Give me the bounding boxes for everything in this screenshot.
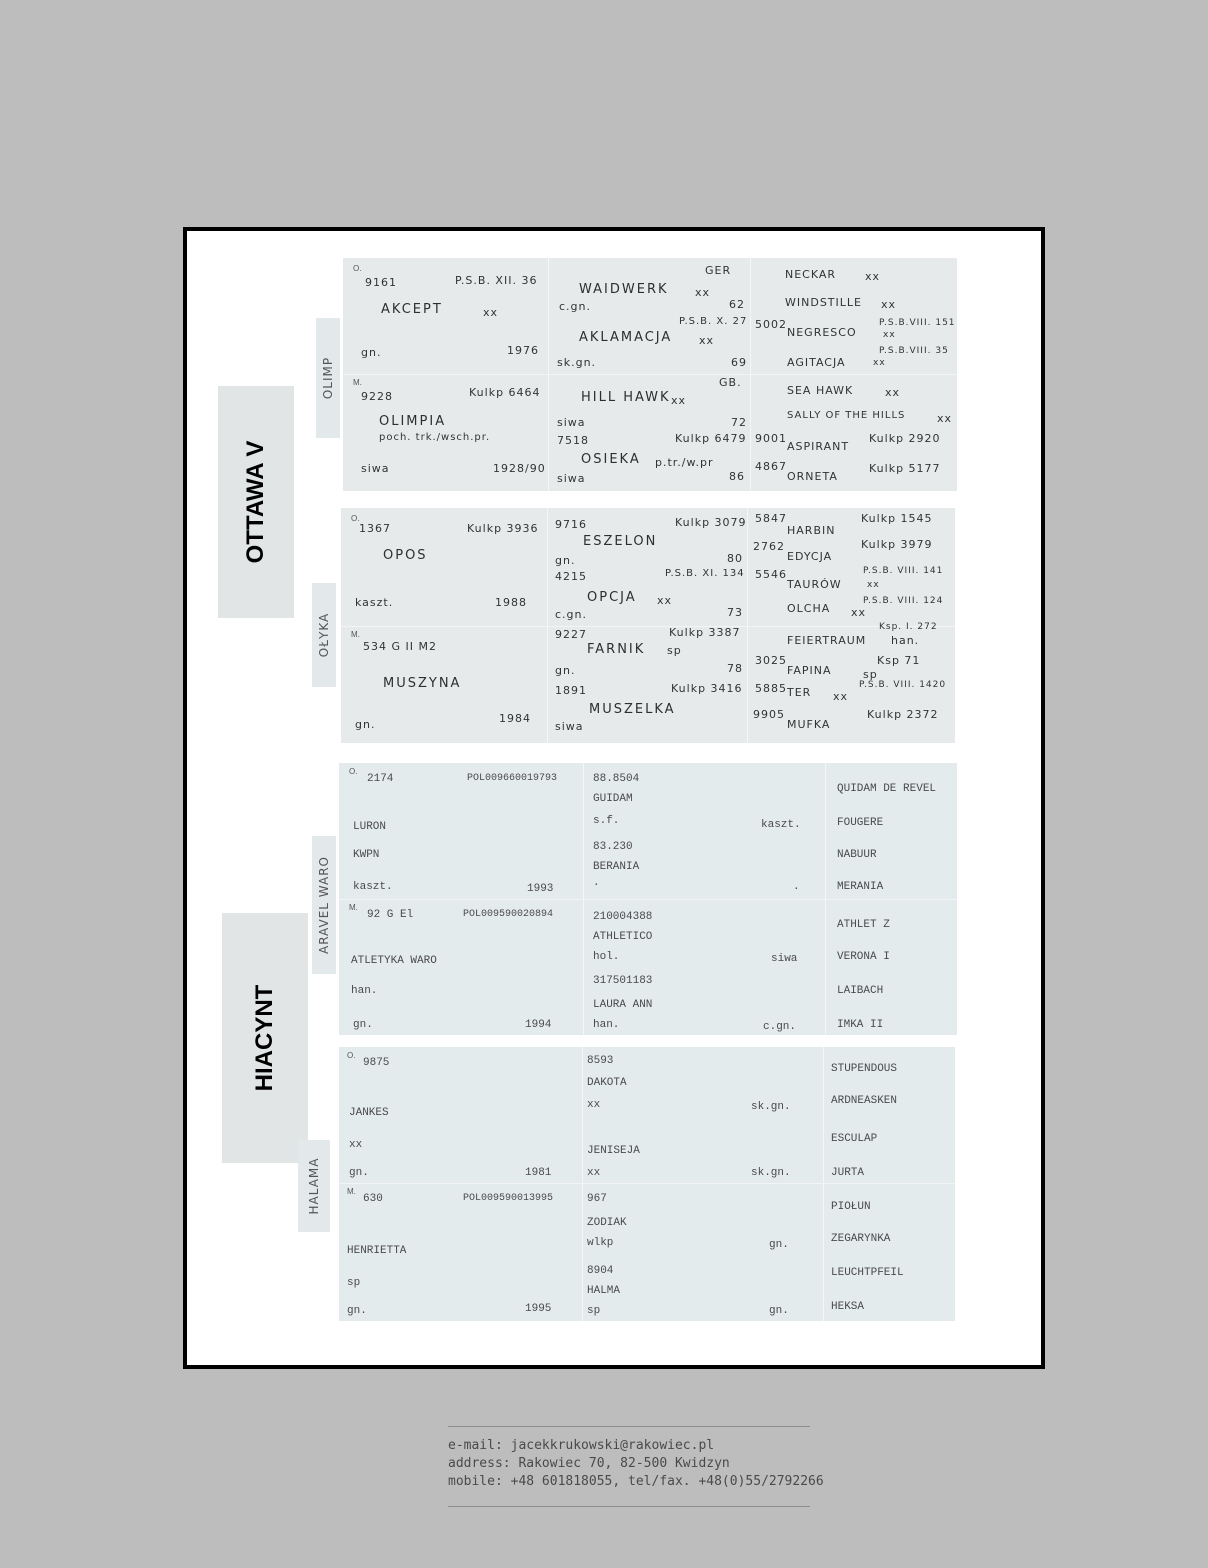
sire-name: AKCEPT <box>381 302 443 317</box>
pedigree-card-halama <box>339 1047 955 1321</box>
great-name: IMKA II <box>837 1019 884 1031</box>
great-ref: Kulkp 2372 <box>867 708 939 721</box>
great-name: AGITACJA <box>787 356 846 369</box>
sex-m: M. <box>351 630 360 639</box>
grand-name: HILL HAWK <box>581 390 671 405</box>
grand-num: 62 <box>729 298 745 311</box>
great-name: SEA HAWK <box>787 384 854 397</box>
grand-breed: sp <box>587 1305 601 1317</box>
grand-color: sk.gn. <box>751 1167 791 1179</box>
grand-top: GB. <box>719 376 742 389</box>
sire-color: gn. <box>349 1167 369 1179</box>
grand-num: 8593 <box>587 1055 614 1067</box>
grand-color: gn. <box>769 1239 789 1251</box>
sex-o: O. <box>347 1051 356 1060</box>
great-mark: han. <box>891 634 920 647</box>
great-name: STUPENDOUS <box>831 1063 898 1075</box>
great-ref: Ksp 71 <box>877 654 921 667</box>
grand-name: HALMA <box>587 1285 621 1297</box>
dam-year: 1984 <box>499 712 531 725</box>
great-name: FAPINA <box>787 664 832 677</box>
sire-number: 2174 <box>367 773 394 785</box>
great-num: 2762 <box>753 540 785 553</box>
great-name: TER <box>787 686 812 699</box>
great-mark: xx <box>851 606 867 619</box>
dam-id: POL009590013995 <box>463 1193 554 1204</box>
pedigree-card-olimp <box>343 258 957 491</box>
dam-color: gn. <box>353 1019 373 1031</box>
grand-name: LAURA ANN <box>593 999 653 1011</box>
grand-color: c.gn. <box>763 1021 797 1033</box>
dam-year: 1995 <box>525 1303 552 1315</box>
dam-year: 1928/90 <box>493 462 546 475</box>
sex-m: M. <box>349 903 358 912</box>
grand-name: ESZELON <box>583 534 658 549</box>
dam-number: 534 G II M2 <box>363 640 437 653</box>
great-name: EDYCJA <box>787 550 833 563</box>
great-mark: xx <box>867 580 880 590</box>
grand-num2: 9716 <box>555 518 587 531</box>
grand-color: gn. <box>555 554 576 567</box>
grand-color: gn. <box>769 1305 789 1317</box>
grand-top: P.S.B. XI. 134 <box>665 568 745 579</box>
great-name: LEUCHTPFEIL <box>831 1267 904 1279</box>
grand-top: GER <box>705 264 732 277</box>
great-mark: xx <box>865 270 881 283</box>
grand-breed: s.f. <box>593 815 620 827</box>
great-ref: Kulkp 2920 <box>869 432 941 445</box>
sire-name: JANKES <box>349 1107 389 1119</box>
contact-phone: mobile: +48 601818055, tel/fax. +48(0)55/2792266 <box>448 1474 824 1489</box>
great-ref: P.S.B. VIII. 1420 <box>859 680 947 690</box>
sire-breed: xx <box>349 1139 363 1151</box>
great-ref: P.S.B. VIII. 141 <box>863 566 944 576</box>
grand-color: siwa <box>555 720 584 733</box>
great-ref: Kulkp 1545 <box>861 512 933 525</box>
stallion-tab-ottawa <box>218 386 294 618</box>
great-name: ORNETA <box>787 470 838 483</box>
contact-divider-bottom <box>448 1506 810 1507</box>
great-num: 9905 <box>753 708 785 721</box>
dam-color: siwa <box>361 462 390 475</box>
great-name: WINDSTILLE <box>785 296 862 309</box>
dam-number: 630 <box>363 1193 383 1205</box>
grand-name: MUSZELKA <box>589 702 676 717</box>
grand-num: 88.8504 <box>593 773 640 785</box>
grand-num: 69 <box>731 356 747 369</box>
great-num: 5546 <box>755 568 787 581</box>
grand-name: ZODIAK <box>587 1217 627 1229</box>
contact-divider-top <box>448 1426 810 1427</box>
great-name: MUFKA <box>787 718 831 731</box>
grand-name: BERANIA <box>593 861 640 873</box>
sire-year: 1981 <box>525 1167 552 1179</box>
side-label-halama: HALAMA <box>298 1140 330 1232</box>
dam-ref: Kulkp 6464 <box>469 386 541 399</box>
grand-top: Kulkp 6479 <box>675 432 747 445</box>
dam-color: gn. <box>347 1305 367 1317</box>
great-name: ZEGARYNKA <box>831 1233 891 1245</box>
dam-name: HENRIETTA <box>347 1245 407 1257</box>
grand-color: c.gn. <box>559 300 591 313</box>
great-num: 5002 <box>755 318 787 331</box>
grand-top: Kulkp 3079 <box>675 516 747 529</box>
grand-color: gn. <box>555 664 576 677</box>
grand-num: 73 <box>727 606 743 619</box>
grand-mark: xx <box>695 286 711 299</box>
pedigree-card-aravel-waro <box>339 763 957 1035</box>
sire-id: POL009660019793 <box>467 773 558 784</box>
grand-num: 8904 <box>587 1265 614 1277</box>
grand-name: OSIEKA <box>581 452 641 467</box>
grand-color: kaszt. <box>761 819 801 831</box>
dam-number: 9228 <box>361 390 393 403</box>
pedigree-frame <box>183 227 1045 1369</box>
great-num: 5847 <box>755 512 787 525</box>
grand-color: siwa <box>557 472 586 485</box>
grand-breed: . <box>593 877 600 889</box>
sex-m: M. <box>347 1187 356 1196</box>
grand-mark: xx <box>671 394 687 407</box>
great-name: OLCHA <box>787 602 831 615</box>
great-ref: P.S.B. VIII. 124 <box>863 596 944 606</box>
great-mark: xx <box>873 358 886 368</box>
grand-color: siwa <box>557 416 586 429</box>
grand-mark: sp <box>667 644 682 657</box>
sire-year: 1988 <box>495 596 527 609</box>
grand-num: 83.230 <box>593 841 633 853</box>
dam-name: OLIMPIA <box>379 414 447 429</box>
sire-number: 9161 <box>365 276 397 289</box>
sire-ref: P.S.B. XII. 36 <box>455 274 538 287</box>
grand-breed: xx <box>587 1099 601 1111</box>
dam-breed: han. <box>351 985 378 997</box>
great-name: JURTA <box>831 1167 865 1179</box>
great-name: MERANIA <box>837 881 884 893</box>
grand-top: Kulkp 3416 <box>671 682 743 695</box>
grand-breed: wlkp <box>587 1237 614 1249</box>
great-mark: xx <box>833 690 849 703</box>
grand-breed: xx <box>587 1167 601 1179</box>
sire-mark: xx <box>483 306 499 319</box>
great-mark: xx <box>937 412 953 425</box>
grand-mark: xx <box>657 594 673 607</box>
stallion-name: OTTAWA V <box>242 440 269 564</box>
great-name: NABUUR <box>837 849 877 861</box>
grand-color: . <box>793 881 800 893</box>
grand-top: P.S.B. X. 27 <box>679 316 748 327</box>
grand-top: Kulkp 3387 <box>669 626 741 639</box>
sire-year: 1993 <box>527 883 554 895</box>
grand-num: 86 <box>729 470 745 483</box>
grand-num2: 1891 <box>555 684 587 697</box>
great-ref: Kulkp 3979 <box>861 538 933 551</box>
stallion-tab-hiacynt <box>222 913 308 1163</box>
grand-num: 210004388 <box>593 911 653 923</box>
great-ref: Kulkp 5177 <box>869 462 941 475</box>
grand-num2: 9227 <box>555 628 587 641</box>
sire-color: kaszt. <box>355 596 394 609</box>
grand-mark: p.tr./w.pr <box>655 456 714 469</box>
sex-o: O. <box>349 767 358 776</box>
sire-ref: Kulkp 3936 <box>467 522 539 535</box>
great-name: LAIBACH <box>837 985 884 997</box>
grand-name: GUIDAM <box>593 793 633 805</box>
grand-mark: xx <box>699 334 715 347</box>
sire-breed: KWPN <box>353 849 380 861</box>
grand-name: WAIDWERK <box>579 282 669 297</box>
great-num: 4867 <box>755 460 787 473</box>
great-num: 3025 <box>755 654 787 667</box>
great-name: PIOŁUN <box>831 1201 871 1213</box>
grand-color: c.gn. <box>555 608 587 621</box>
grand-num2: 4215 <box>555 570 587 583</box>
sire-color: kaszt. <box>353 881 393 893</box>
great-name: ARDNEASKEN <box>831 1095 898 1107</box>
grand-num: 80 <box>727 552 743 565</box>
pedigree-card-olyka <box>341 508 955 743</box>
great-mark: xx <box>881 298 897 311</box>
grand-num: 72 <box>731 416 747 429</box>
sire-color: gn. <box>361 346 382 359</box>
grand-name: OPCJA <box>587 590 637 605</box>
stallion-name: HIACYNT <box>251 984 278 1092</box>
grand-num: 78 <box>727 662 743 675</box>
grand-color: sk.gn. <box>751 1101 791 1113</box>
sire-name: LURON <box>353 821 387 833</box>
great-num: 9001 <box>755 432 787 445</box>
great-mark: sp <box>863 668 878 681</box>
side-label-olyka: OŁYKA <box>312 583 336 687</box>
dam-name: MUSZYNA <box>383 676 462 691</box>
great-name: HARBIN <box>787 524 836 537</box>
great-ref: Ksp. I. 272 <box>879 622 938 632</box>
dam-number: 92 G El <box>367 909 414 921</box>
great-mark: xx <box>883 330 896 340</box>
great-num: 5885 <box>755 682 787 695</box>
grand-name: ATHLETICO <box>593 931 653 943</box>
dam-breed: sp <box>347 1277 361 1289</box>
great-name: ESCULAP <box>831 1133 878 1145</box>
contact-address: address: Rakowiec 70, 82-500 Kwidzyn <box>448 1456 730 1471</box>
grand-breed: hol. <box>593 951 620 963</box>
dam-id: POL009590020894 <box>463 909 554 920</box>
grand-name: FARNIK <box>587 642 646 657</box>
sex-o: O. <box>353 264 362 273</box>
side-label-aravel-waro: ARAVEL WARO <box>312 836 336 974</box>
dam-name: ATLETYKA WARO <box>351 955 437 967</box>
sire-number: 9875 <box>363 1057 390 1069</box>
dam-note: poch. trk./wsch.pr. <box>379 432 491 443</box>
great-name: FEIERTRAUM <box>787 634 867 647</box>
grand-name: JENISEJA <box>587 1145 640 1157</box>
grand-num: 967 <box>587 1193 607 1205</box>
grand-color: siwa <box>771 953 798 965</box>
sex-m: M. <box>353 378 362 387</box>
side-label-olimp: OLIMP <box>316 318 340 438</box>
great-ref: P.S.B.VIII. 35 <box>879 346 949 356</box>
great-name: VERONA I <box>837 951 890 963</box>
sire-name: OPOS <box>383 548 428 563</box>
great-name: QUIDAM DE REVEL <box>837 783 937 795</box>
dam-color: gn. <box>355 718 376 731</box>
grand-name: AKLAMACJA <box>579 330 673 345</box>
great-name: HEKSA <box>831 1301 865 1313</box>
great-mark: xx <box>885 386 901 399</box>
contact-email[interactable]: e-mail: jacekkrukowski@rakowiec.pl <box>448 1438 715 1453</box>
great-name: TAURÓW <box>787 578 842 591</box>
sire-year: 1976 <box>507 344 539 357</box>
grand-breed: han. <box>593 1019 620 1031</box>
sex-o: O. <box>351 514 360 523</box>
grand-num: 317501183 <box>593 975 653 987</box>
grand-num2: 7518 <box>557 434 589 447</box>
grand-color: sk.gn. <box>557 356 597 369</box>
great-name: NEGRESCO <box>787 326 857 339</box>
dam-year: 1994 <box>525 1019 552 1031</box>
great-name: ATHLET Z <box>837 919 890 931</box>
great-name: FOUGERE <box>837 817 884 829</box>
grand-name: DAKOTA <box>587 1077 627 1089</box>
great-name: NECKAR <box>785 268 837 281</box>
great-ref: P.S.B.VIII. 151 <box>879 318 956 328</box>
great-name: SALLY OF THE HILLS <box>787 410 906 421</box>
great-name: ASPIRANT <box>787 440 850 453</box>
sire-number: 1367 <box>359 522 391 535</box>
